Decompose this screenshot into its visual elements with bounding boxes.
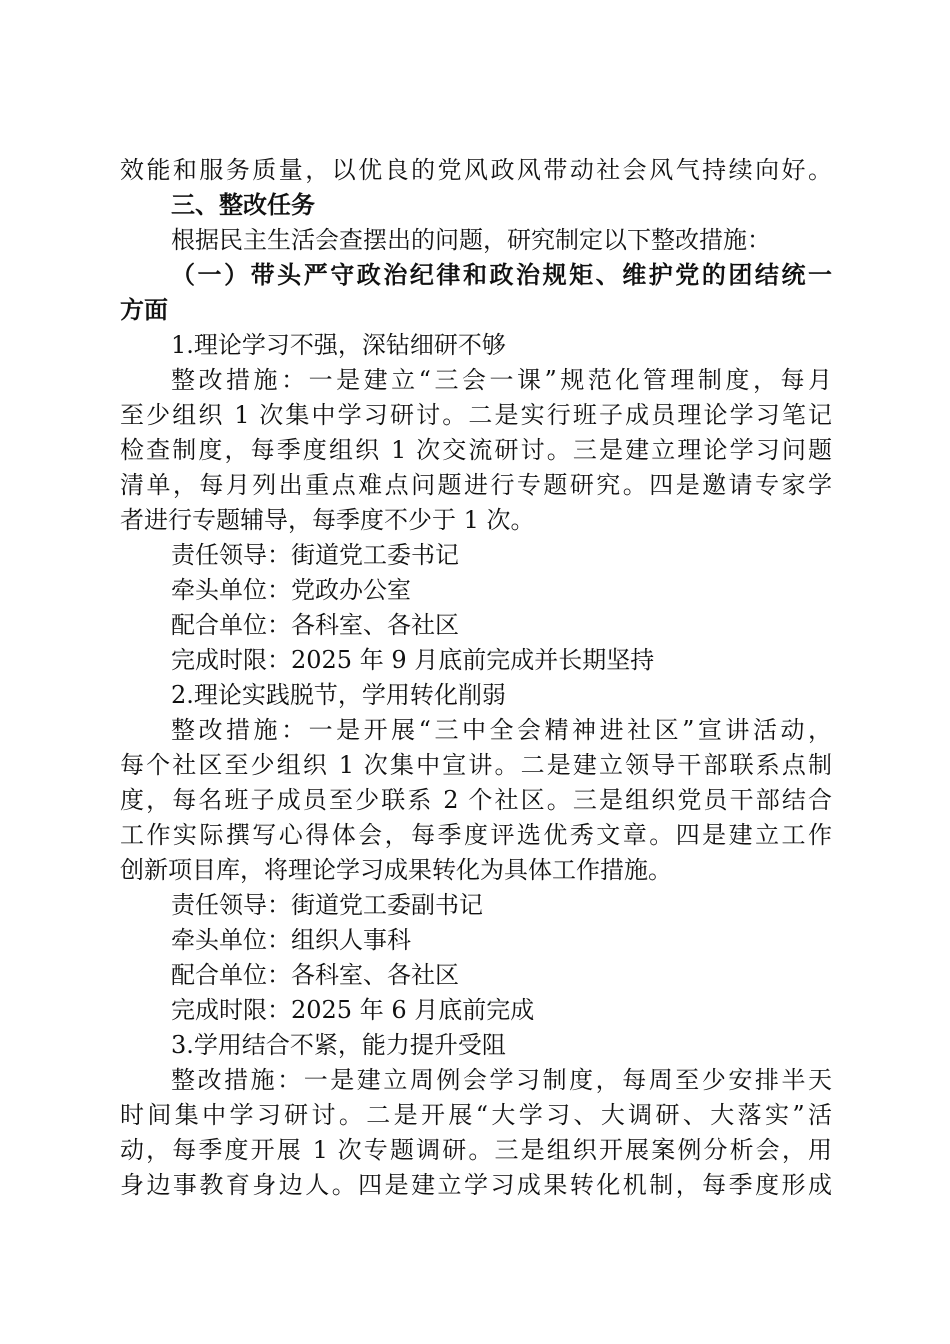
section-heading: 三、整改任务 (171, 191, 315, 219)
paragraph-line: 效能和服务质量，以优良的党风政风带动社会风气持续向好。 (120, 156, 832, 184)
responsible-leader: 责任领导：街道党工委副书记 (171, 891, 483, 919)
paragraph-line: 清单，每月列出重点难点问题进行专题研究。四是邀请专家学 (120, 471, 832, 499)
paragraph-line: 动，每季度开展 1 次专题调研。三是组织开展案例分析会，用 (120, 1136, 832, 1164)
paragraph-line: 身边事教育身边人。四是建立学习成果转化机制，每季度形成 (120, 1171, 832, 1199)
deadline: 完成时限：2025 年 6 月底前完成 (171, 996, 535, 1024)
lead-unit: 牵头单位：党政办公室 (171, 576, 411, 604)
paragraph-line: 至少组织 1 次集中学习研讨。二是实行班子成员理论学习笔记 (120, 401, 832, 429)
deadline: 完成时限：2025 年 9 月底前完成并长期坚持 (171, 646, 655, 674)
item-heading: 2.理论实践脱节，学用转化削弱 (171, 681, 506, 709)
item-heading: 1.理论学习不强，深钻细研不够 (171, 331, 506, 359)
subsection-heading: （一）带头严守政治纪律和政治规矩、维护党的团结统一 (171, 261, 832, 289)
paragraph-line: 根据民主生活会查摆出的问题，研究制定以下整改措施： (171, 226, 771, 254)
paragraph-line: 工作实际撰写心得体会，每季度评选优秀文章。四是建立工作 (120, 821, 832, 849)
cooperating-units: 配合单位：各科室、各社区 (171, 961, 459, 989)
responsible-leader: 责任领导：街道党工委书记 (171, 541, 459, 569)
subsection-heading: 方面 (120, 296, 168, 324)
paragraph-line: 整改措施：一是建立周例会学习制度，每周至少安排半天 (171, 1066, 832, 1094)
item-heading: 3.学用结合不紧，能力提升受阻 (171, 1031, 506, 1059)
cooperating-units: 配合单位：各科室、各社区 (171, 611, 459, 639)
paragraph-line: 创新项目库，将理论学习成果转化为具体工作措施。 (120, 856, 672, 884)
paragraph-line: 整改措施：一是建立“三会一课”规范化管理制度，每月 (171, 366, 832, 394)
paragraph-line: 者进行专题辅导，每季度不少于 1 次。 (120, 506, 535, 534)
lead-unit: 牵头单位：组织人事科 (171, 926, 411, 954)
paragraph-line: 整改措施：一是开展“三中全会精神进社区”宣讲活动， (171, 716, 832, 744)
paragraph-line: 度，每名班子成员至少联系 2 个社区。三是组织党员干部结合 (120, 786, 832, 814)
paragraph-line: 时间集中学习研讨。二是开展“大学习、大调研、大落实”活 (120, 1101, 832, 1129)
paragraph-line: 检查制度，每季度组织 1 次交流研讨。三是建立理论学习问题 (120, 436, 832, 464)
paragraph-line: 每个社区至少组织 1 次集中宣讲。二是建立领导干部联系点制 (120, 751, 832, 779)
